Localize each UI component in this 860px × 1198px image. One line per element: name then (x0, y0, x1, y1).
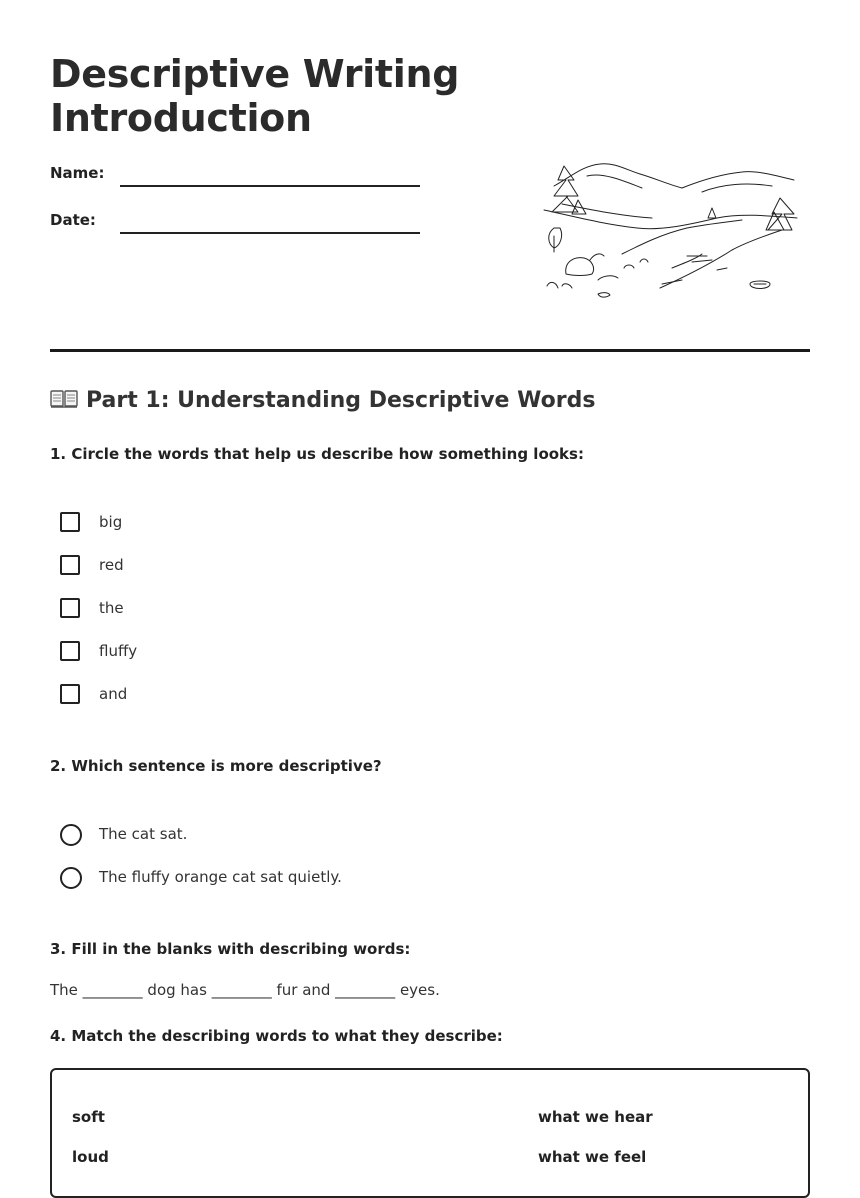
option-label: fluffy (99, 642, 138, 660)
question-2-prompt: 2. Which sentence is more descriptive? (50, 757, 382, 775)
question-1-prompt: 1. Circle the words that help us describe how something looks: (50, 445, 584, 463)
checkbox[interactable] (60, 598, 80, 618)
option-label: big (99, 513, 123, 531)
question-3-prompt: 3. Fill in the blanks with describing words: (50, 940, 411, 958)
header-divider (50, 349, 810, 352)
question-4-prompt: 4. Match the describing words to what they describe: (50, 1027, 503, 1045)
option-label: red (99, 556, 124, 574)
name-field[interactable] (50, 164, 420, 188)
part1-heading (50, 388, 595, 413)
date-writing-line[interactable] (120, 232, 420, 234)
date-label: Date: (50, 211, 96, 229)
name-writing-line[interactable] (120, 185, 420, 187)
match-left-word[interactable]: loud (72, 1148, 109, 1166)
checkbox[interactable] (60, 555, 80, 575)
radio-button[interactable] (60, 867, 82, 889)
title-line-2: Introduction (50, 96, 312, 140)
checkbox[interactable] (60, 684, 80, 704)
checkbox[interactable] (60, 641, 80, 661)
checkbox[interactable] (60, 512, 80, 532)
name-label: Name: (50, 164, 105, 182)
matching-box (50, 1068, 810, 1198)
option-label: the (99, 599, 124, 617)
option-label: and (99, 685, 128, 703)
fill-in-sentence[interactable]: The ________ dog has ________ fur and ________ eyes. (50, 981, 440, 999)
option-label: The cat sat. (99, 825, 188, 843)
match-left-word[interactable]: soft (72, 1108, 105, 1126)
open-book-icon (50, 388, 78, 410)
landscape-illustration (542, 158, 804, 300)
match-right-item[interactable]: what we feel (538, 1148, 647, 1166)
match-right-item[interactable]: what we hear (538, 1108, 653, 1126)
radio-button[interactable] (60, 824, 82, 846)
part1-title: Part 1: Understanding Descriptive Words (86, 388, 596, 413)
date-field[interactable] (50, 211, 420, 235)
worksheet-title (50, 52, 459, 140)
option-label: The fluffy orange cat sat quietly. (99, 868, 342, 886)
title-line-1: Descriptive Writing (50, 52, 460, 96)
